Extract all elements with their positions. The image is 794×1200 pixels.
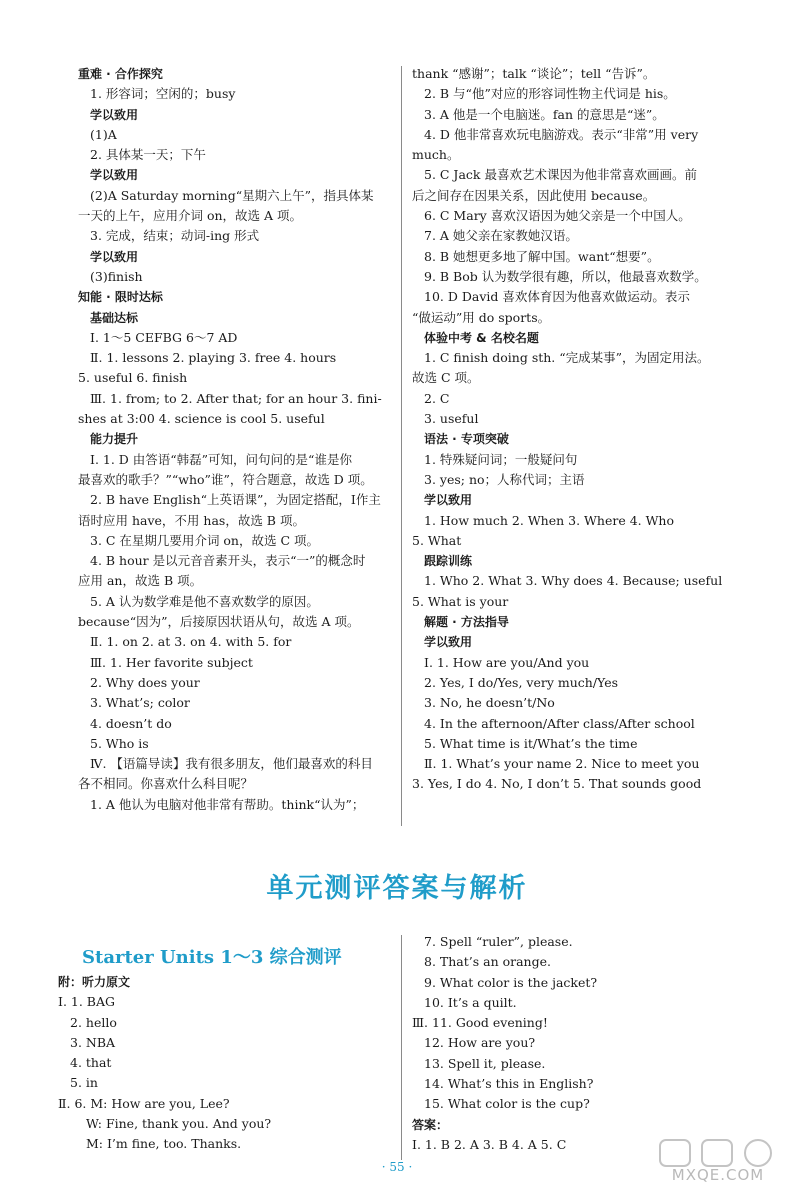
heading-line: 跟踪训练 (424, 554, 473, 569)
text-line: 3. useful (424, 411, 479, 427)
section-title: 单元测评答案与解析 (266, 873, 528, 904)
text-line: 2. Why does your (90, 674, 200, 690)
listening-script-right (412, 932, 742, 1155)
text-line: 4. In the afternoon/After class/After school (424, 715, 695, 731)
text-line: 1. A 他认为电脑对他非常有帮助。think“认为”； (90, 796, 365, 812)
text-line: 5. C Jack 最喜欢艺术课因为他非常喜欢画画。前 (424, 167, 697, 183)
text-line: 9. B Bob 认为数学很有趣，所以，他最喜欢数学。 (424, 268, 707, 284)
text-line: 2. B 与“他”对应的形容词性物主代词是 his。 (424, 86, 676, 102)
text-line: 7. Spell “ruler”, please. (424, 934, 573, 949)
text-line: 3. A 他是一个电脑迷。fan 的意思是“迷”。 (424, 106, 665, 122)
text-line: Ⅱ. 1. on 2. at 3. on 4. with 5. for (90, 634, 292, 650)
text-line: W: Fine, thank you. And you? (86, 1116, 272, 1132)
text-line: (1)A (90, 126, 117, 142)
text-line: 语时应用 have，不用 has，故选 B 项。 (78, 512, 305, 528)
text-line: Ⅰ. 1. BAG (58, 994, 115, 1010)
text-line: 7. A 她父亲在家教她汉语。 (424, 228, 578, 244)
text-line: thank “感谢”；talk “谈论”；tell “告诉”。 (412, 66, 656, 81)
heading-line: 附：听力原文 (58, 975, 131, 989)
text-line: 6. C Mary 喜欢汉语因为她父亲是一个中国人。 (424, 208, 691, 224)
text-line: 8. B 她想更多地了解中国。want“想要”。 (424, 248, 660, 264)
heading-line: 学以致用 (90, 249, 139, 264)
text-line: 5. useful 6. finish (78, 370, 188, 386)
text-line: Ⅱ. 6. M: How are you, Lee? (58, 1095, 230, 1111)
text-line: “做运动”用 do sports。 (412, 309, 551, 325)
text-line: 5. Who is (90, 735, 149, 751)
text-line: (3)finish (90, 268, 143, 284)
text-line: 3. 完成，结束；动词-ing 形式 (90, 228, 260, 244)
text-line: 3. NBA (70, 1034, 116, 1050)
column-divider (401, 66, 402, 826)
text-line: 14. What’s this in English? (424, 1076, 594, 1092)
text-line: 3. What’s; color (90, 695, 190, 711)
heading-line: 体验中考 & 名校名题 (424, 330, 539, 345)
right-answer-column (412, 64, 750, 795)
heading-line: 重难 · 合作探究 (78, 67, 163, 81)
text-line: Ⅰ. 1～5 CEFBG 6～7 AD (90, 329, 238, 345)
text-line: 4. doesn’t do (90, 715, 172, 731)
text-line: 故选 C 项。 (412, 370, 480, 386)
text-line: 2. hello (70, 1014, 117, 1030)
text-line: 5. What time is it/What’s the time (424, 735, 638, 751)
text-line: 5. What (412, 532, 462, 548)
text-line: 应用 an，故选 B 项。 (78, 573, 203, 589)
text-line: Ⅰ. 1. D 由答语“韩磊”可知，问句问的是“谁是你 (90, 451, 352, 467)
watermark-logo (652, 1138, 784, 1194)
text-line: 1. Who 2. What 3. Why does 4. Because; useful (424, 573, 723, 589)
heading-line: 学以致用 (424, 635, 473, 650)
text-line: 13. Spell it, please. (424, 1055, 546, 1071)
text-line: 4. D 他非常喜欢玩电脑游戏。表示“非常”用 very (424, 126, 699, 142)
text-line: 10. D David 喜欢体育因为他喜欢做运动。表示 (424, 289, 690, 305)
text-line: 1. C finish doing sth. “完成某事”，为固定用法。 (424, 350, 710, 366)
heading-line: 能力提升 (90, 432, 139, 447)
text-line: 3. Yes, I do 4. No, I don’t 5. That sounds good (412, 776, 702, 792)
left-answer-column (78, 64, 396, 815)
text-line: because“因为”，后接原因状语从句，故选 A 项。 (78, 614, 360, 630)
text-line: 10. It’s a quilt. (424, 994, 517, 1010)
text-line: much。 (412, 147, 460, 163)
text-line: 9. What color is the jacket? (424, 974, 598, 990)
watermark-text: MXQE.COM (671, 1166, 765, 1184)
page-number: · 55 · (381, 1160, 413, 1174)
text-line: 2. C (424, 390, 450, 406)
text-line: 一天的上午，应用介词 on，故选 A 项。 (78, 208, 303, 224)
text-line: 8. That’s an orange. (424, 954, 551, 970)
heading-line: 学以致用 (90, 107, 139, 122)
test-title: Starter Units 1～3 综合测评 (82, 947, 342, 968)
text-line: Ⅱ. 1. lessons 2. playing 3. free 4. hours (90, 350, 337, 366)
text-line: 5. A 认为数学难是他不喜欢数学的原因。 (90, 593, 319, 609)
text-line: 后之间存在因果关系，因此使用 because。 (412, 187, 656, 203)
heading-line: 学以致用 (90, 168, 139, 183)
heading-line: 语法 · 专项突破 (424, 432, 509, 447)
text-line: Ⅲ. 11. Good evening! (412, 1015, 548, 1031)
text-line: shes at 3:00 4. science is cool 5. useful (78, 411, 325, 427)
text-line: 2. 具体某一天；下午 (90, 147, 206, 163)
heading-line: 解题 · 方法指导 (424, 615, 509, 630)
text-line: 1. 特殊疑问词；一般疑问句 (424, 451, 578, 467)
heading-line: 答案： (412, 1117, 449, 1132)
text-line: 12. How are you? (424, 1035, 536, 1051)
heading-line: 知能 · 限时达标 (78, 290, 163, 305)
text-line: M: I’m fine, too. Thanks. (86, 1136, 242, 1152)
text-line: 1. 形容词；空闲的；busy (90, 86, 236, 102)
text-line: 3. yes; no；人称代词；主语 (424, 471, 585, 487)
text-line: Ⅱ. 1. What’s your name 2. Nice to meet you (424, 756, 700, 772)
text-line: Ⅰ. 1. B 2. A 3. B 4. A 5. C (412, 1136, 567, 1152)
text-line: 2. Yes, I do/Yes, very much/Yes (424, 674, 619, 690)
text-line: Ⅰ. 1. How are you/And you (424, 654, 590, 670)
text-line: 2. B have English“上英语课”，为固定搭配，Ⅰ作主 (90, 492, 381, 508)
text-line: 5. in (70, 1075, 98, 1091)
text-line: 1. How much 2. When 3. Where 4. Who (424, 512, 675, 528)
text-line: 4. that (70, 1055, 112, 1071)
text-line: Ⅲ. 1. from; to 2. After that; for an hour 3. fini- (90, 390, 382, 406)
bottom-column-divider (401, 935, 402, 1160)
watermark-icon (652, 1138, 784, 1168)
heading-line: 基础达标 (90, 310, 139, 325)
text-line: 4. B hour 是以元音音素开头，表示“一”的概念时 (90, 553, 366, 569)
listening-script-left (58, 972, 388, 1155)
text-line: 3. C 在星期几要用介词 on，故选 C 项。 (90, 532, 319, 548)
text-line: (2)A Saturday morning“星期六上午”，指具体某 (90, 187, 374, 203)
text-line: 15. What color is the cup? (424, 1096, 590, 1112)
text-line: 5. What is your (412, 593, 509, 609)
text-line: 各不相同。你喜欢什么科目呢？ (78, 776, 254, 792)
text-line: 最喜欢的歌手？”“who”谁”，符合题意，故选 D 项。 (78, 471, 373, 487)
heading-line: 学以致用 (424, 493, 473, 508)
text-line: 3. No, he doesn’t/No (424, 695, 555, 711)
text-line: Ⅳ. 【语篇导读】我有很多朋友，他们最喜欢的科目 (90, 756, 373, 772)
text-line: Ⅲ. 1. Her favorite subject (90, 654, 253, 670)
